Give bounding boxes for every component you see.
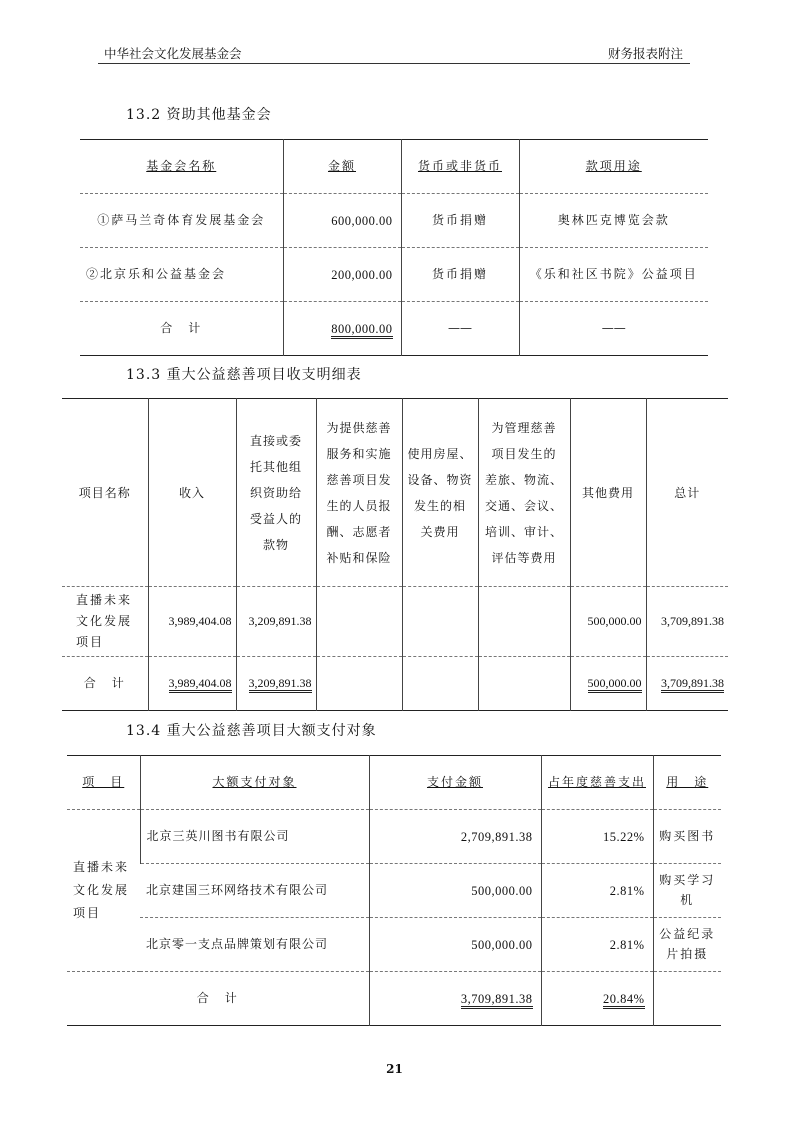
cell-total-purpose: ——	[519, 302, 708, 356]
cell-share: 15.22%	[541, 810, 653, 864]
table-grants-to-foundations	[80, 139, 708, 356]
col-payment-amount: 支付金额	[426, 774, 483, 789]
cell-total-label: 合 计	[196, 990, 239, 1005]
table-header-row	[80, 140, 708, 194]
cell-total-amount: 3,709,891.38	[461, 992, 533, 1009]
cell-share: 2.81%	[541, 918, 653, 972]
col-project-name: 项目名称	[62, 399, 148, 587]
table-large-payees	[67, 755, 721, 1026]
cell-usage: 购买学习机	[653, 864, 721, 918]
col-facility-costs: 使用房屋、 设备、物资 发生的相 关费用	[402, 399, 478, 587]
header-doc-type: 财务报表附注	[607, 46, 683, 61]
cell-total-type: ——	[401, 302, 519, 356]
cell-payment-amount: 500,000.00	[369, 864, 541, 918]
cell-total-label: 合 计	[83, 675, 126, 690]
cell-type: 货币捐赠	[401, 248, 519, 302]
section-13-2-title: 13.2 资助其他基金会	[126, 107, 272, 123]
col-payee: 大额支付对象	[212, 774, 297, 789]
cell-total-amount: 800,000.00	[331, 322, 392, 339]
table-row	[67, 918, 721, 972]
cell-total-facility	[402, 657, 478, 711]
table-project-income-expense-detail	[62, 398, 728, 711]
cell-usage: 购买图书	[653, 810, 721, 864]
col-foundation-name: 基金会名称	[146, 158, 217, 173]
cell-income: 3,989,404.08	[148, 587, 236, 657]
col-total: 总计	[646, 399, 728, 587]
cell-total-label: 合 计	[160, 320, 203, 335]
cell-total-management	[478, 657, 570, 711]
col-purpose: 款项用途	[585, 158, 642, 173]
cell-total-usage	[653, 972, 721, 1026]
cell-management-costs	[478, 587, 570, 657]
table-total-row	[67, 972, 721, 1026]
col-amount: 金额	[327, 158, 356, 173]
cell-payment-amount: 500,000.00	[369, 918, 541, 972]
page-number: 21	[386, 1062, 403, 1076]
cell-project-name: 直播未来 文化发展 项目	[67, 810, 140, 972]
cell-payee: 北京建国三环网络技术有限公司	[140, 864, 369, 918]
table-total-row	[62, 657, 728, 711]
col-personnel-costs: 为提供慈善 服务和实施 慈善项目发 生的人员报 酬、志愿者 补贴和保险	[316, 399, 402, 587]
col-management-costs: 为管理慈善 项目发生的 差旅、物流、 交通、会议、 培训、审计、 评估等费用	[478, 399, 570, 587]
cell-total-income: 3,989,404.08	[169, 676, 232, 693]
cell-usage: 公益纪录片拍摄	[653, 918, 721, 972]
cell-personnel-costs	[316, 587, 402, 657]
cell-direct-grants: 3,209,891.38	[236, 587, 316, 657]
table-row	[67, 864, 721, 918]
col-monetary: 货币或非货币	[417, 158, 502, 173]
col-direct-grants: 直接或委 托其他组 织资助给 受益人的 款物	[236, 399, 316, 587]
table-total-row	[80, 302, 708, 356]
cell-total-grand: 3,709,891.38	[661, 676, 724, 693]
table-row	[80, 248, 708, 302]
cell-foundation: ①萨马兰奇体育发展基金会	[80, 194, 283, 248]
table-row	[67, 810, 721, 864]
cell-total-other: 500,000.00	[588, 676, 642, 693]
cell-other-costs: 500,000.00	[570, 587, 646, 657]
cell-amount: 600,000.00	[283, 194, 401, 248]
header-rule	[98, 63, 690, 64]
header-org-name: 中华社会文化发展基金会	[104, 46, 242, 61]
cell-foundation: ②北京乐和公益基金会	[80, 248, 283, 302]
table-row	[80, 194, 708, 248]
table-header-row	[62, 399, 728, 587]
cell-payee: 北京零一支点品牌策划有限公司	[140, 918, 369, 972]
cell-purpose: 《乐和社区书院》公益项目	[519, 248, 708, 302]
cell-payee: 北京三英川图书有限公司	[140, 810, 369, 864]
cell-total: 3,709,891.38	[646, 587, 728, 657]
cell-amount: 200,000.00	[283, 248, 401, 302]
cell-total-share: 20.84%	[603, 992, 645, 1009]
section-13-3-title: 13.3 重大公益慈善项目收支明细表	[126, 367, 362, 383]
col-income: 收入	[148, 399, 236, 587]
cell-total-direct-grants: 3,209,891.38	[249, 676, 312, 693]
cell-purpose: 奥林匹克博览会款	[519, 194, 708, 248]
col-other-costs: 其他费用	[570, 399, 646, 587]
col-share: 占年度慈善支出	[547, 774, 646, 789]
table-header-row	[67, 756, 721, 810]
cell-payment-amount: 2,709,891.38	[369, 810, 541, 864]
cell-type: 货币捐赠	[401, 194, 519, 248]
col-project: 项 目	[82, 774, 125, 789]
col-usage: 用 途	[666, 774, 709, 789]
cell-total-personnel	[316, 657, 402, 711]
cell-project-name: 直播未来 文化发展 项目	[62, 587, 148, 657]
cell-share: 2.81%	[541, 864, 653, 918]
cell-facility-costs	[402, 587, 478, 657]
section-13-4-title: 13.4 重大公益慈善项目大额支付对象	[126, 723, 377, 739]
table-row	[62, 587, 728, 657]
